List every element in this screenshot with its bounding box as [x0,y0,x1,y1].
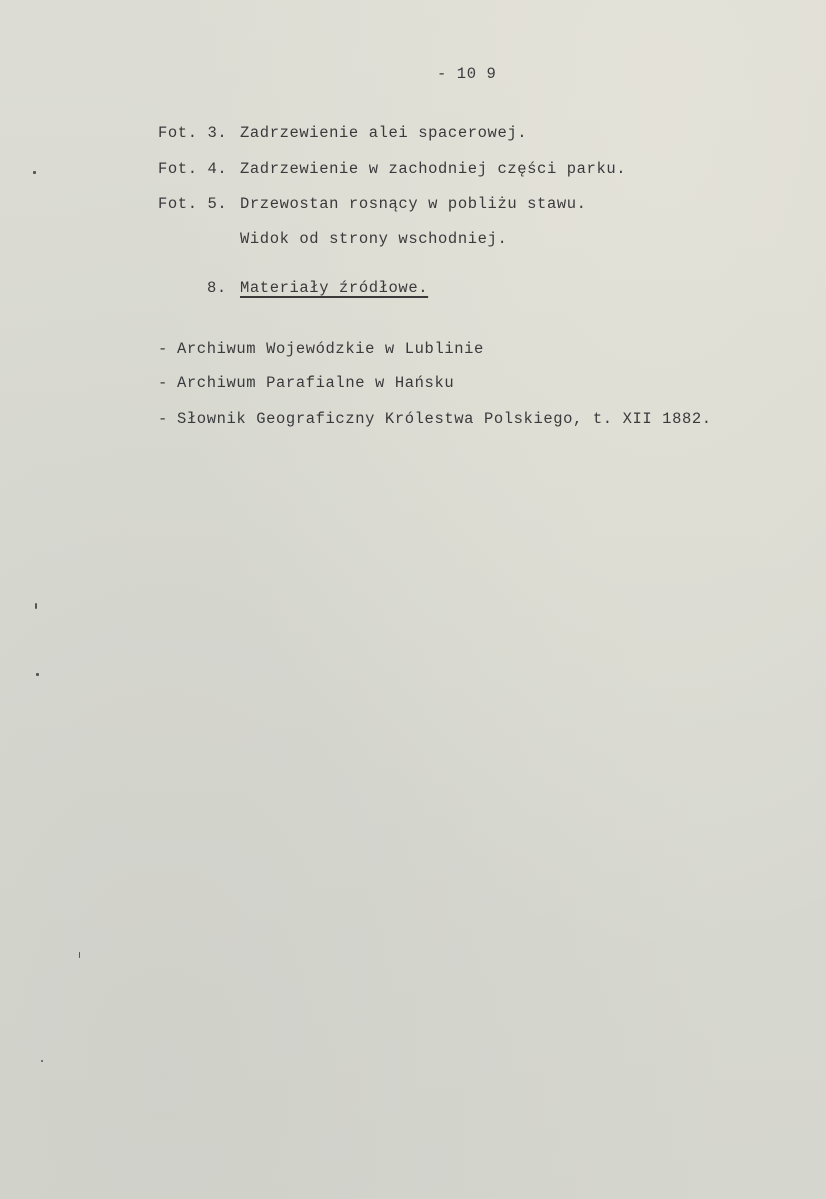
source-text: Archiwum Wojewódzkie w Lublinie [177,340,484,358]
section-title: Materiały źródłowe. [240,279,429,297]
source-item [158,339,484,359]
scan-speck [79,952,80,958]
scan-speck [41,1060,43,1062]
photo-text: Zadrzewienie alei spacerowej. [240,124,528,142]
photo-text: Drzewostan rosnący w pobliżu stawu. [240,195,587,213]
photo-caption-3 [158,123,527,143]
photo-label: Fot. 3. [158,124,228,142]
scan-speck [35,603,37,609]
photo-text: Zadrzewienie w zachodniej części parku. [240,160,627,178]
source-text: Słownik Geograficzny Królestwa Polskiego, t. XII 1882. [177,410,712,428]
photo-label: Fot. 4. [158,160,228,178]
list-dash: - [158,410,168,428]
photo-caption-5-continuation: Widok od strony wschodniej. [240,230,508,248]
photo-label: Fot. 5. [158,195,228,213]
photo-caption-5 [158,194,587,214]
list-dash: - [158,340,168,358]
scan-speck [36,673,39,676]
section-number: 8. [207,279,227,297]
section-heading [207,278,428,298]
scan-speck [33,171,36,174]
source-text: Archiwum Parafialne w Hańsku [177,374,455,392]
list-dash: - [158,374,168,392]
source-item [158,409,712,429]
photo-caption-4 [158,159,626,179]
page-number: - 10 9 [437,65,497,83]
source-item [158,373,454,393]
